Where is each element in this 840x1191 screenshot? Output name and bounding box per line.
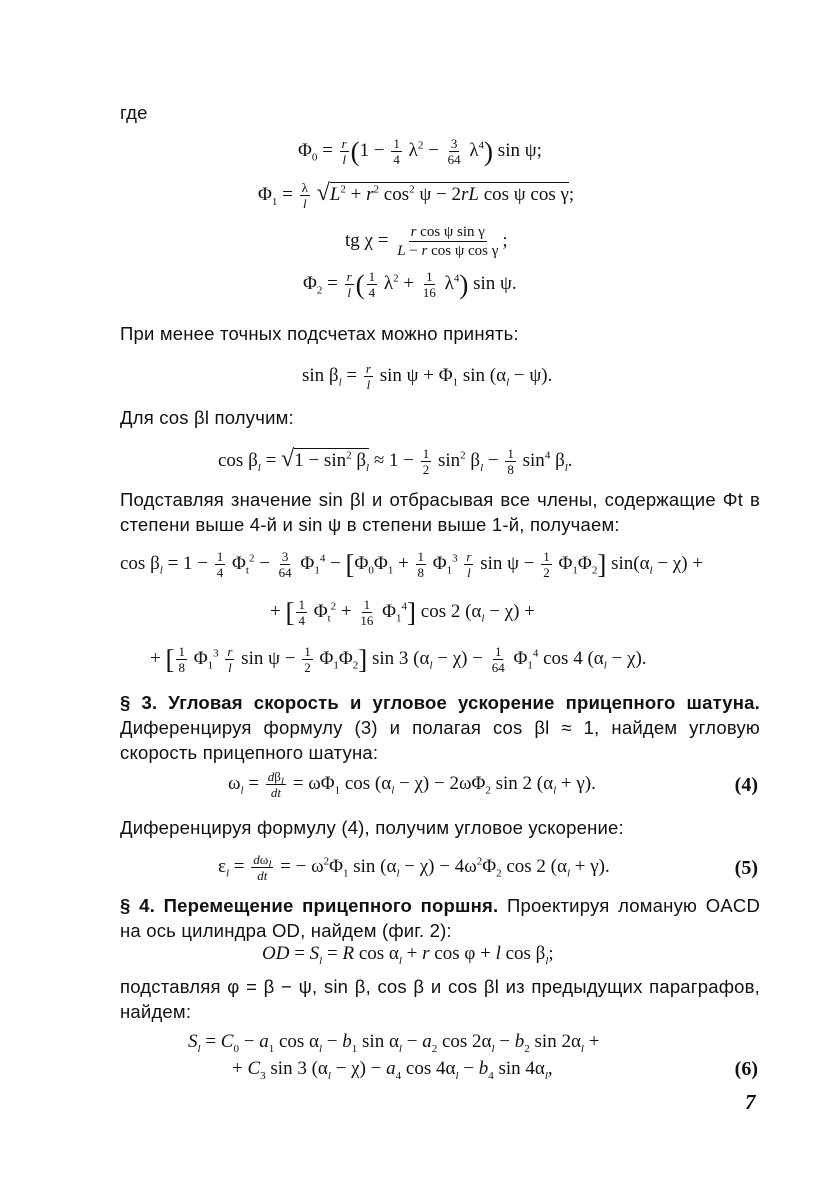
equation-tg-chi: tg χ = $\frac{\text{r cos ψ sin γ}}{\text{L − r cos ψ cos γ}}$ ; <box>345 224 508 259</box>
section-4-heading: § 4. Перемещение прицепного поршня. <box>120 895 499 916</box>
equation-sin-beta: $\sin \beta_l$ = $\frac{r}{l}$ $\sin \psi + \Phi_1$ $\sin (\alpha_l - \psi)$. <box>302 361 553 392</box>
equation-4-label: (4) <box>734 774 758 796</box>
section-4-text: Проектируя ломаную OACD на ось цилиндра OD, найдем (фиг. 2): <box>120 895 761 941</box>
paragraph-differentiating: Диференцируя формулу (4), получим угловое ускорение: <box>120 817 624 838</box>
section-3-heading: § 3. Угловая скорость и угловое ускорение прицепного шатуна. <box>120 692 760 713</box>
paragraph-for-cos: Для cos βl получим: <box>120 407 294 428</box>
equation-phi1: $\Phi_1$ = $\frac{\lambda}{l}$ $√L^2 + r^2$ $\cos^2 \psi - 2rL$ cos ψ cos γ; <box>258 180 575 212</box>
equation-5-label: (5) <box>734 857 758 879</box>
paragraph-less-exact: При менее точных подсчетах можно принять: <box>120 323 519 344</box>
equation-phi2: $\Phi_2$ = $\frac{r}{l}$ ( $\frac{1}{4}$ $\lambda^2$ + $\frac{1}{16}$ $\lambda^4$) sin ψ. <box>303 269 517 300</box>
section-3-text: Диференцируя формулу (3) и полагая cos βl ≈ 1, найдем угловую скорость прицепного шатуна: <box>120 717 760 763</box>
section-3 <box>120 690 760 765</box>
equation-cos-beta-expanded-line1: $\cos \beta_l = 1$ − $\frac{1}{4}$ $\Phi_t^2$ − $\frac{3}{64}$ $\Phi_1^4 - [\Phi_0\Phi_1$ + $\frac{1}{8}$ $\Phi_1^3$ $\frac{r}{l}$ sin ψ − $\frac{1}{2}$ $\Phi_1\Phi_2$] $\sin(\alpha_l - \chi)$ + <box>120 549 704 580</box>
section-4 <box>120 893 760 943</box>
equation-cos-beta-expanded-line3: + [ $\frac{1}{8}$ $\Phi_1^3$ $\frac{r}{l}$ sin ψ − $\frac{1}{2}$ $\Phi_1\Phi_2$] sin 3 $(\alpha_l - \chi)$ − $\frac{1}{64}$ $\Phi_1^4$ cos 4 $(\alpha_l - \chi)$. <box>150 644 647 675</box>
equation-6-line1: $S_l = C_0 - a_1$ $\cos \alpha_l - b_1$ $\sin \alpha_l - a_2$ $\cos 2\alpha_l - b_2$ $\sin 2\alpha_l$ + <box>188 1031 600 1055</box>
paragraph-substituting: Подставляя значение sin βl и отбрасывая все члены, содержащие Φt в степени выше 4-й и sin ψ в степени выше 1-й, получаем: <box>120 489 760 535</box>
intro-word: где <box>120 102 148 123</box>
equation-6-label: (6) <box>734 1058 758 1080</box>
page-number: 7 <box>745 1090 756 1114</box>
equation-6-line2: + $C_3$ sin 3 $(\alpha_l - \chi) - a_4$ $\cos 4\alpha_l - b_4$ $\sin 4\alpha_l$, <box>232 1058 553 1082</box>
equation-5: $\varepsilon_l$ = $d\omega_l$ dt = − $\omega^2\Phi_1$ $\sin (\alpha_l - \chi) - 4\omega^2\Phi_2$ cos 2 $(\alpha_l + \gamma)$. <box>218 852 610 883</box>
equation-od: OD = $S_l = R$ $\cos \alpha_l + r$ cos φ + l $\cos \beta_l$; <box>262 943 554 967</box>
paragraph-substitute-phi: подставляя φ = β − ψ, sin β, cos β и cos βl из предыдущих параграфов, найдем: <box>120 976 760 1022</box>
equation-phi0: $\Phi_0$ = $\frac{r}{l}$ (1 − $\frac{1}{4}$ $\lambda^2$ − $\frac{3}{64}$ $\lambda^4$) sin ψ; <box>298 136 542 167</box>
equation-cos-beta: $\cos \beta_l = √1 - \sin^2 \beta_l \approx 1$ − $\frac{1}{2}$ $\sin^2 \beta_l$ − $\frac{1}{8}$ $\sin^4 \beta_l$. <box>218 446 573 478</box>
equation-4: $\omega_l$ = $d\beta_l$ dt = $\omega\Phi_1$ $\cos (\alpha_l - \chi) - 2\omega\Phi_2$ sin 2 $(\alpha_l + \gamma)$. <box>228 769 596 800</box>
equation-cos-beta-expanded-line2: + [ $\frac{1}{4}$ $\Phi_t^2$ + $\frac{1}{16}$ $\Phi_1^4$] cos 2 $(\alpha_l - \chi)$ + <box>270 597 535 628</box>
